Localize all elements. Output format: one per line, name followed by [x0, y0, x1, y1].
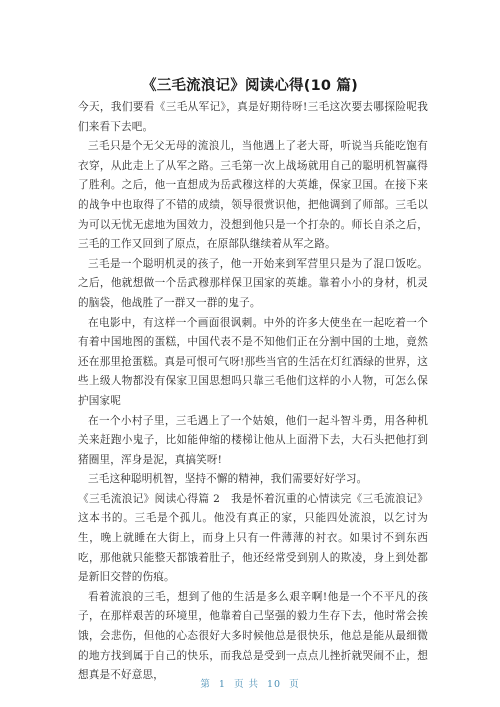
paragraph: 今天，我们要看《三毛从军记》，真是好期待呀!三毛这次要去哪探险呢我们来看下去吧。	[78, 101, 428, 133]
paragraph: 在电影中，有这样一个画面很讽刺。中外的许多大使坐在一起吃着一个有着中国地图的蛋糕，中国代表不是不知他们正在分割中国的土地，竟然还在那里抢蛋糕。真是可恨可气呀!那些当官的生活在灯红酒绿的世界，这些上级人物都没有保家卫国思想吗只靠三毛他们这样的小人物，可怎么保护国家呢	[78, 316, 428, 407]
paragraph: 《三毛流浪记》阅读心得篇 2 我是怀着沉重的心情读完《三毛流浪记》这本书的。三毛是个孤儿。他没有真正的家，只能四处流浪，以乞讨为生，晚上就睡在大街上，而身上只有一件薄薄的衬衣。如果讨不到东西吃，那他就只能整天都饿着肚子，他还经常受到别人的欺凌，身上到处都是新旧交替的伤痕。	[78, 492, 428, 584]
document-title: 《三毛流浪记》阅读心得(10 篇)	[142, 78, 358, 94]
paragraph: 三毛这种聪明机智，坚持不懈的精神，我们需要好好学习。	[88, 473, 368, 486]
footer-total-pages: 10	[267, 679, 282, 690]
paragraph: 看着流浪的三毛，想到了他的生活是多么艰辛啊!他是一个不平凡的孩子，在那样艰苦的环境里，他靠着自己坚强的毅力生存下去，他时常会挨饿，会悲伤，但他的心态很好大多时候他总是很快乐，他总是能从最细微的地方找到属于自己的快乐，而我总是受到一点点儿挫折就哭闹不止，想想真是不好意思，	[78, 590, 428, 682]
footer-suffix: 页	[289, 679, 300, 690]
paragraph: 三毛只是个无父无母的流浪儿，当他遇上了老大哥，听说当兵能吃饱有衣穿，从此走上了从军之路。三毛第一次上战场就用自己的聪明机智赢得了胜利。之后，他一直想成为岳武穆这样的大英雄，保家卫国。在接下来的战争中也取得了不错的成绩，领导很赏识他，把他调到了师部。三毛以为可以无忧无虑地为国效力，没想到他只是一个打杂的。师长自杀之后，三毛的工作又回到了原点，在原部队继续着从军之路。	[78, 140, 428, 251]
footer-middle: 页 共	[233, 679, 259, 690]
document-body	[78, 98, 428, 686]
paragraph: 三毛是一个聪明机灵的孩子，他一开始来到军营里只是为了混口饭吃。之后，他就想做一个岳武穆那样保卫国家的英雄。靠着小小的身材，机灵的脑袋，他战胜了一群又一群的鬼子。	[78, 257, 428, 309]
page-footer	[0, 676, 500, 690]
footer-prefix: 第	[200, 679, 211, 690]
footer-page-number: 1	[218, 679, 226, 690]
paragraph: 在一个小村子里，三毛遇上了一个姑娘，他们一起斗智斗勇，用各种机关来赶跑小鬼子，比如能伸缩的楼梯让他从上面滑下去，大石头把他打到猪圈里，浑身是泥，真搞笑呀!	[78, 414, 428, 466]
